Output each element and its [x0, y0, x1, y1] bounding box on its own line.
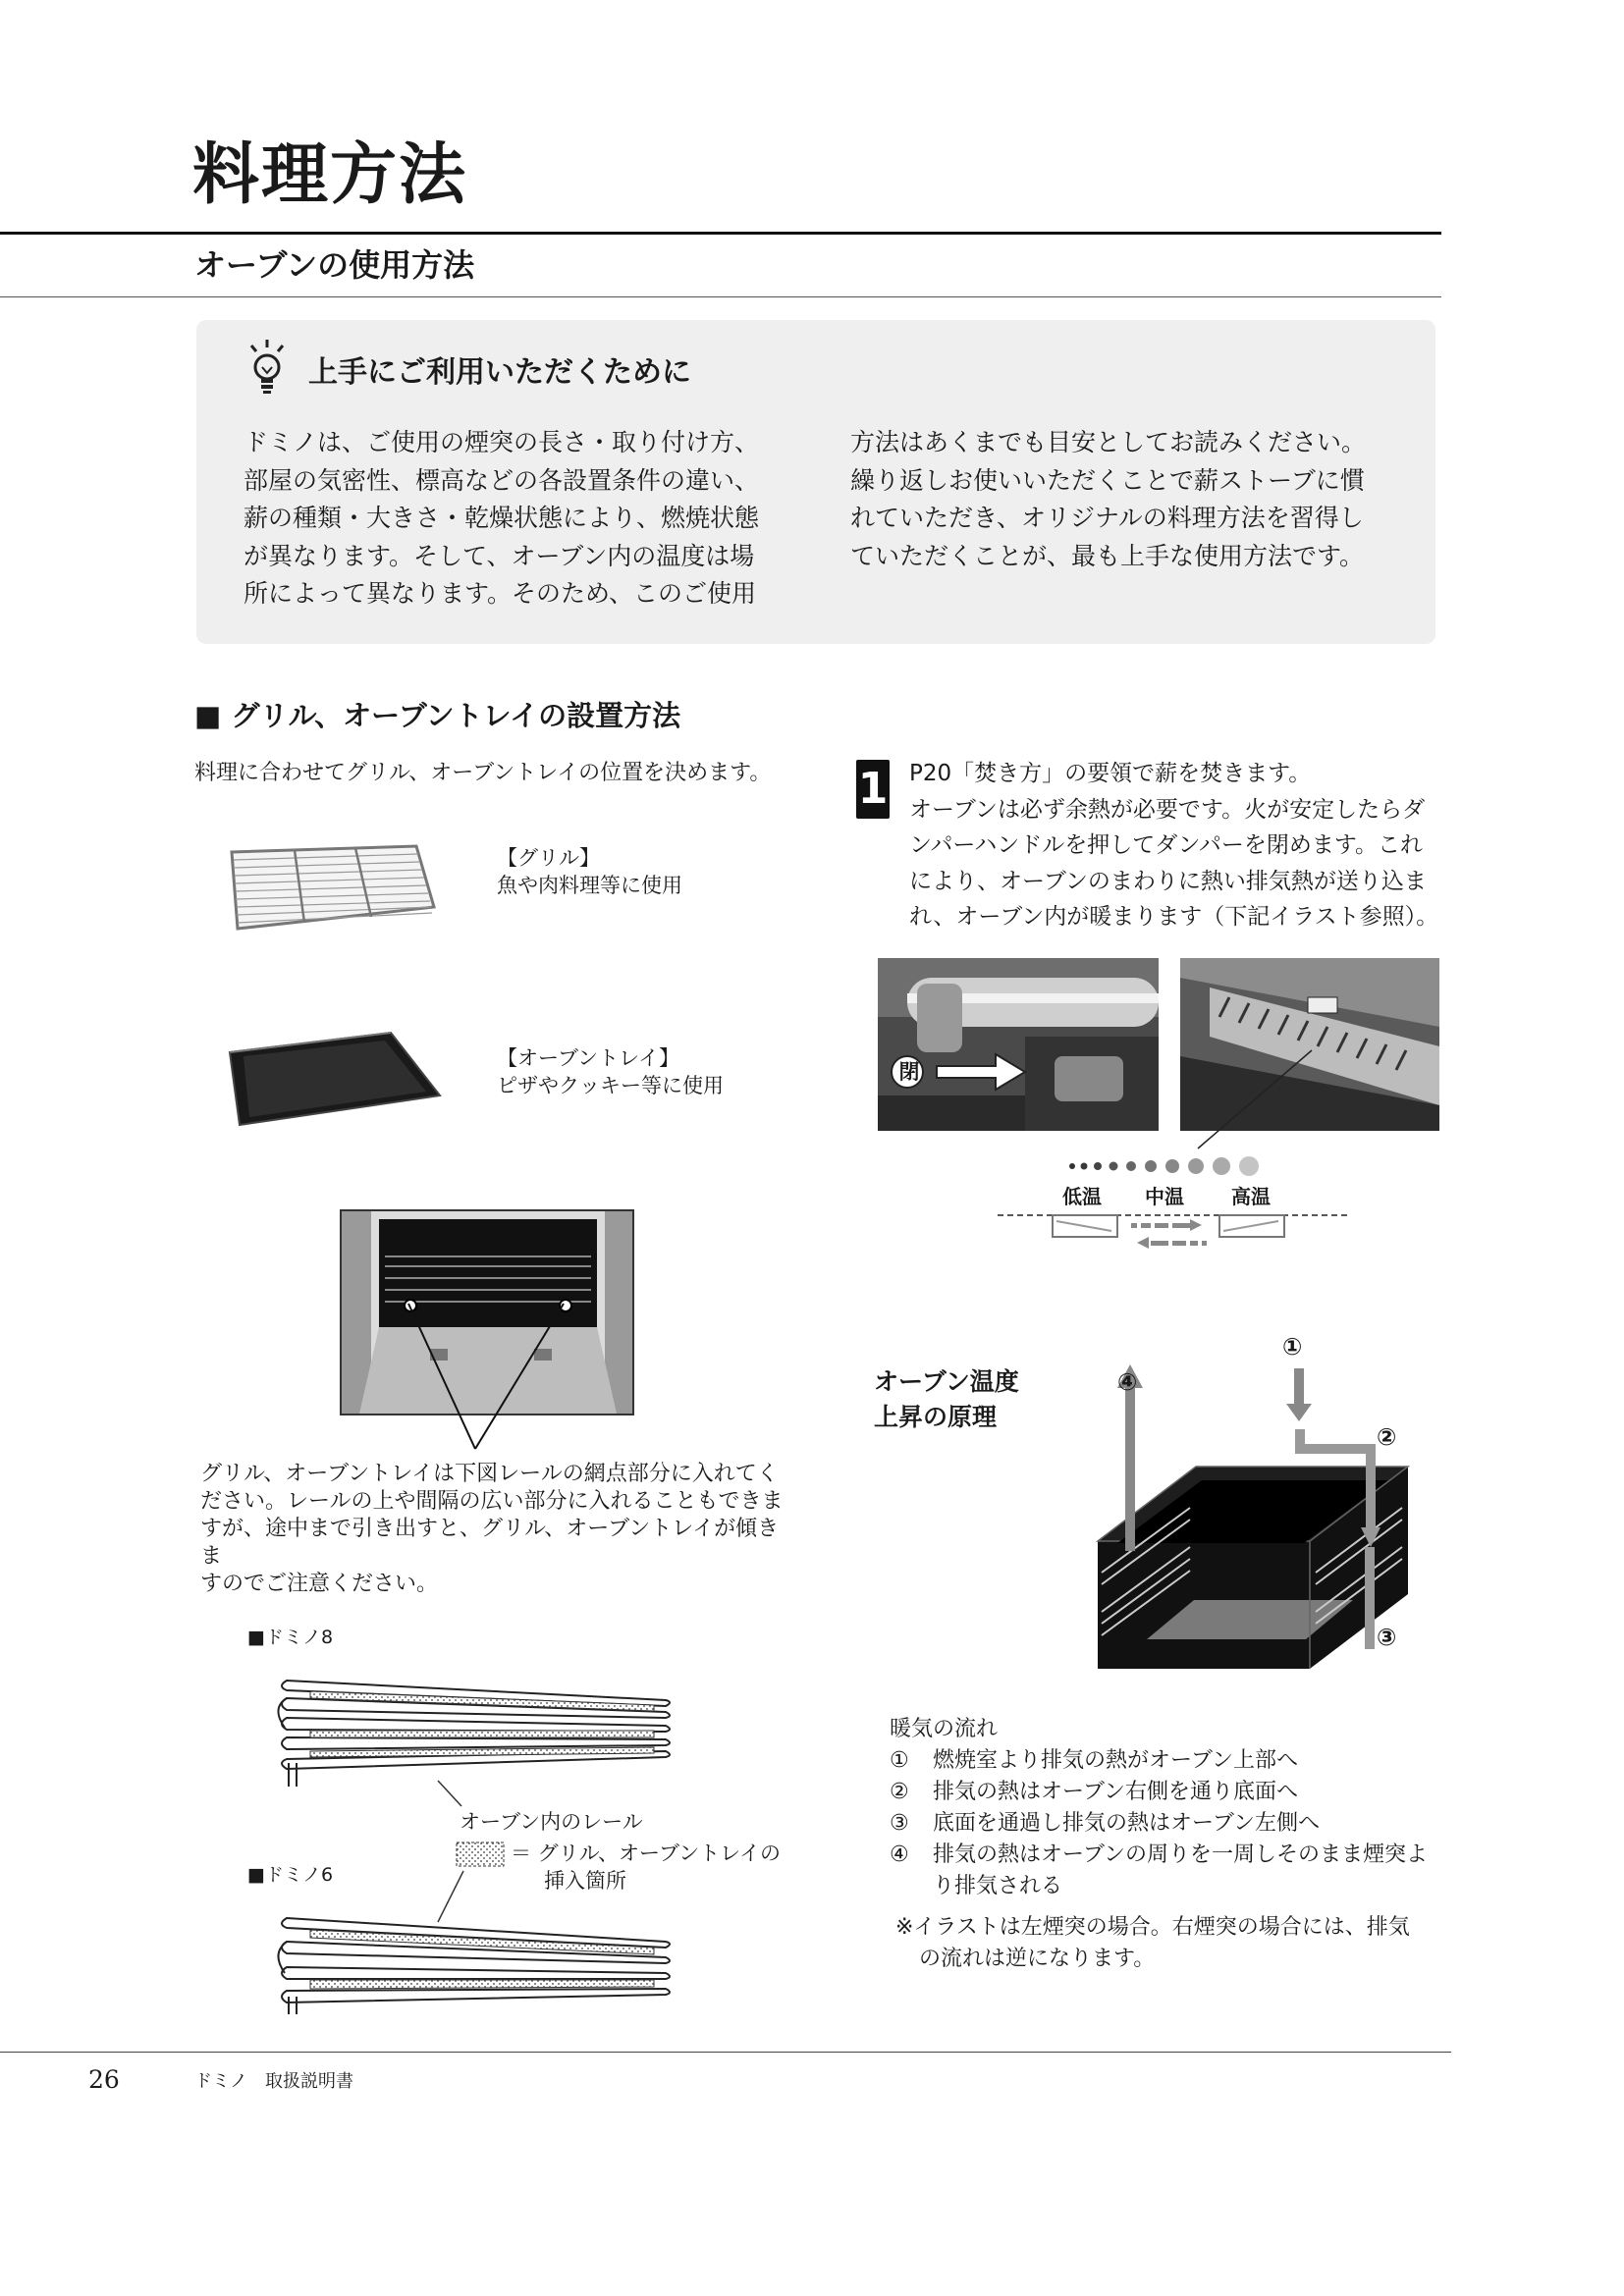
tray-use: ピザやクッキー等に使用 [497, 1074, 724, 1097]
grill-image [224, 830, 440, 938]
temp-high-label: 高温 [1231, 1185, 1271, 1208]
setup-intro: 料理に合わせてグリル、オーブントレイの位置を決めます。 [194, 761, 772, 785]
legend-text: ＝ グリル、オーブントレイの [511, 1842, 782, 1865]
flow-item-text: 排気の熱はオーブン右側を通り底面へ [933, 1780, 1299, 1804]
temperature-dot-scale [1066, 1154, 1272, 1178]
flow-item [890, 1840, 1439, 1871]
dotted-legend-swatch [456, 1842, 505, 1867]
flow-item-number: ① [890, 1748, 909, 1773]
tip-right-column [850, 424, 1400, 575]
flow-item [890, 1777, 1439, 1808]
tip-title: 上手にご利用いただくために [308, 355, 691, 390]
footer-rule [0, 2052, 1451, 2053]
tip-line: ていただくことが、最も上手な使用方法です。 [850, 541, 1365, 570]
damper-handle-photo [878, 958, 1159, 1131]
damper-pointer-line [1188, 1041, 1326, 1158]
note-line: グリル、オーブントレイは下図レールの網点部分に入れてく [200, 1462, 779, 1486]
principle-title-line-1: オーブン温度 [874, 1367, 1019, 1396]
tip-line: 繰り返しお使いいただくことで薪ストーブに慣 [850, 465, 1365, 495]
model-6-label: ■ドミノ6 [247, 1864, 334, 1886]
flow-item [890, 1745, 1439, 1777]
step-line: れ、オーブン内が暖まります（下記イラスト参照）。 [909, 904, 1439, 930]
oven-tray-image [222, 1027, 448, 1131]
page-number: 26 [88, 2065, 120, 2094]
rail-diagram-domino-8 [271, 1669, 681, 1790]
step-line: オーブンは必ず余熱が必要です。火が安定したらダ [909, 796, 1426, 823]
flow-item-continuation: り排気される [933, 1874, 1063, 1898]
damper-slider-diagram [998, 1211, 1347, 1260]
close-badge: 閉 [898, 1060, 920, 1084]
flow-note-line-1: ※イラストは左煙突の場合。右煙突の場合には、排気 [895, 1915, 1410, 1940]
flow-item-text: 燃焼室より排気の熱がオーブン上部へ [933, 1748, 1299, 1773]
temp-mid-label: 中温 [1145, 1185, 1184, 1208]
flow-item-text: 底面を通過し排気の熱はオーブン左側へ [933, 1811, 1321, 1836]
flow-marker-2: ② [1377, 1423, 1397, 1451]
principle-title-line-2: 上昇の原理 [874, 1403, 998, 1431]
step-number: 1 [856, 760, 890, 819]
rail-diagram-domino-6 [271, 1908, 681, 2016]
tip-line: 部屋の気密性、標高などの各設置条件の違い、 [244, 465, 760, 495]
step-line: により、オーブンのまわりに熱い排気熱が送り込ま [909, 868, 1427, 894]
section-subtitle: オーブンの使用方法 [194, 246, 475, 284]
flow-item-number: ② [890, 1780, 909, 1804]
page-title: 料理方法 [192, 135, 468, 214]
step-line: ンパーハンドルを押してダンパーを閉めます。これ [909, 832, 1424, 858]
tip-line: 方法はあくまでも目安としてお読みください。 [850, 428, 1367, 456]
tray-name: 【オーブントレイ】 [497, 1046, 680, 1070]
tip-line: れていただき、オリジナルの料理方法を習得し [850, 504, 1364, 532]
oven-heat-flow-diagram [1088, 1355, 1412, 1669]
tip-line: ドミノは、ご使用の煙突の長さ・取り付け方、 [244, 428, 760, 456]
tip-line: 所によって異なります。そのため、このご使用 [244, 579, 757, 608]
temp-low-label: 低温 [1062, 1185, 1102, 1208]
subtitle-rule [0, 296, 1441, 297]
setup-heading: ■ グリル、オーブントレイの設置方法 [194, 699, 681, 732]
pointer-lines [393, 1296, 589, 1455]
step-1-text [909, 756, 1439, 935]
flow-note-line-2: の流れは逆になります。 [919, 1947, 1156, 1971]
rail-label: オーブン内のレール [460, 1810, 643, 1834]
grill-name: 【グリル】 [497, 846, 600, 870]
note-line: すのでご注意ください。 [200, 1572, 439, 1596]
setup-note [200, 1461, 799, 1598]
flow-list [890, 1745, 1439, 1902]
step-line: P20「焚き方」の要領で薪を焚きます。 [909, 761, 1312, 786]
note-line: ださい。レールの上や間隔の広い部分に入れることもできま [200, 1489, 784, 1514]
note-line: すが、途中まで引き出すと、グリル、オーブントレイが傾きま [200, 1517, 780, 1569]
flow-marker-4: ④ [1117, 1368, 1138, 1396]
flow-marker-3: ③ [1377, 1624, 1397, 1651]
tip-left-column [244, 424, 793, 614]
grill-use: 魚や肉料理等に使用 [497, 874, 682, 897]
tip-line: が異なります。そして、オーブン内の温度は場 [244, 541, 755, 570]
legend-text-2: 挿入箇所 [544, 1869, 626, 1893]
tip-line: 薪の種類・大きさ・乾燥状態により、燃焼状態 [244, 504, 760, 532]
model-8-label: ■ドミノ8 [247, 1627, 334, 1648]
flow-item [890, 1808, 1439, 1840]
flow-item-number: ③ [890, 1811, 909, 1836]
title-rule [0, 232, 1441, 235]
flow-item-text: 排気の熱はオーブンの周りを一周しそのまま煙突よ [933, 1842, 1429, 1867]
flow-marker-1: ① [1282, 1333, 1303, 1361]
flow-item-number: ④ [890, 1842, 909, 1867]
footer-manual-title: ドミノ 取扱説明書 [194, 2071, 353, 2092]
lightbulb-icon [245, 338, 289, 400]
flow-heading: 暖気の流れ [890, 1717, 999, 1741]
